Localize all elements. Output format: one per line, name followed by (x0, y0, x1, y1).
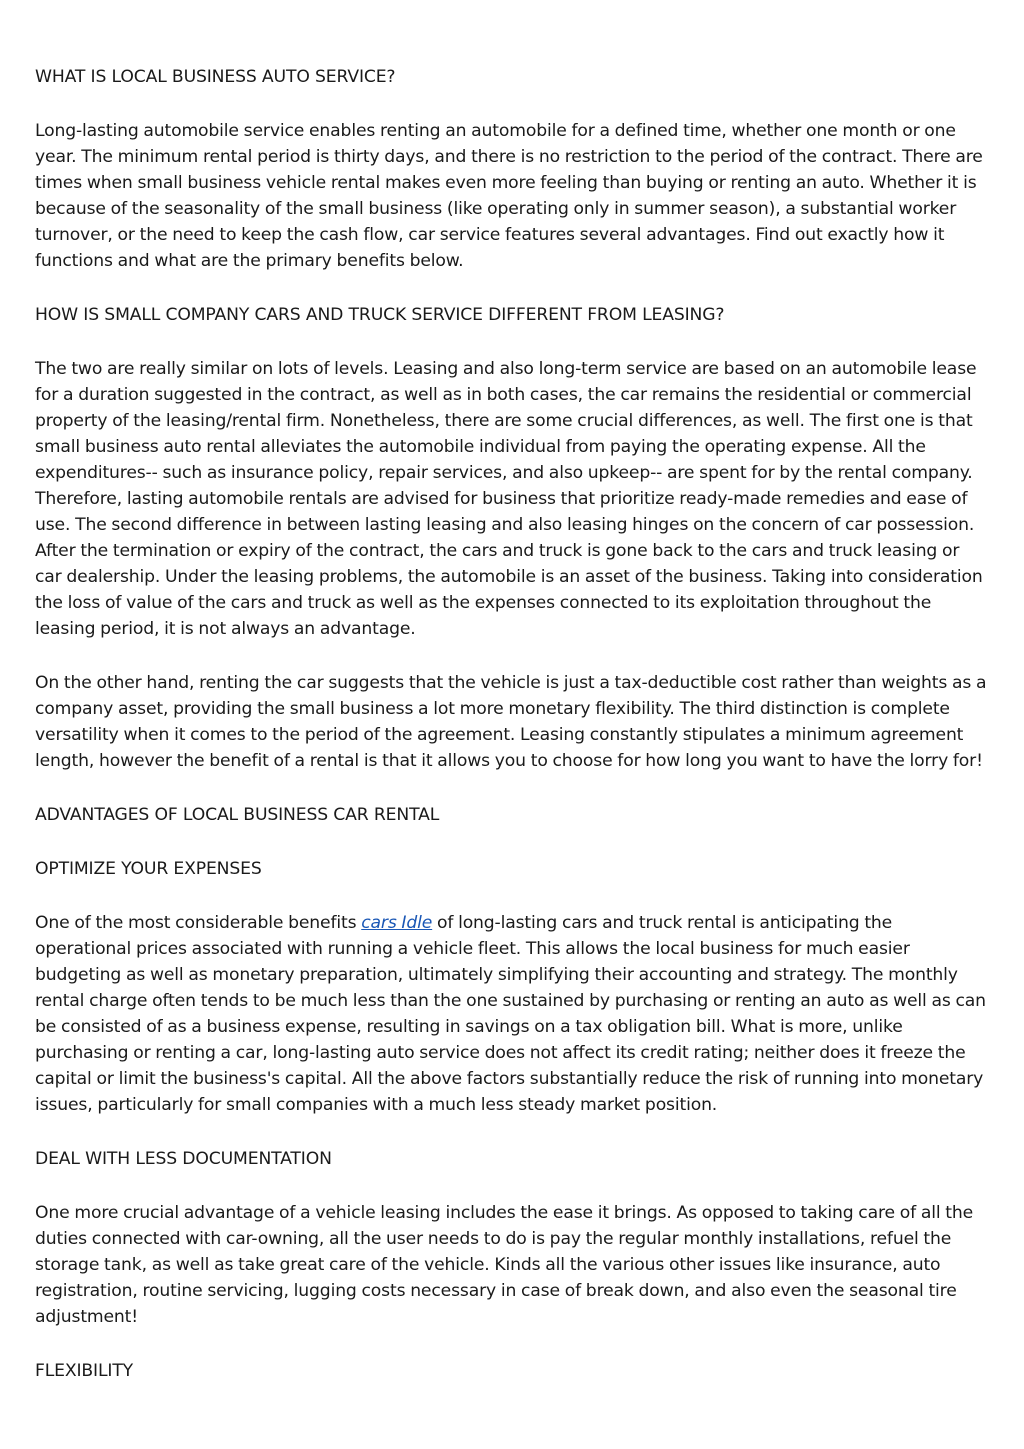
paragraph-expenses-after: of long-lasting cars and truck rental is anticipating the operational prices associated with running a vehicle fleet. This allows the local business for much easier budgeting as well as monetary preparation, ultimately simplifying their accounting and strategy. The monthly rental charge often tends to be much less than the one sustained by purchasing or renting an auto as well as can be consisted of as a business expense, resulting in savings on a tax obligation bill. What is more, unlike purchasing or renting a car, long-lasting auto service does not affect its credit rating; neither does it freeze the capital or limit the business's capital. All the above factors substantially reduce the risk of running into monetary issues, particularly for small companies with a much less steady market position. (35, 913, 986, 1115)
section-heading-optimize-expenses: OPTIMIZE YOUR EXPENSES (35, 859, 262, 879)
paragraph-renting-flexibility: On the other hand, renting the car suggests that the vehicle is just a tax-deductible cost rather than weights as a company asset, providing the small business a lot more monetary flexibility. The third distinction is complete versatility when it comes to the period of the agreement. Leasing constantly stipulates a minimum agreement length, however the benefit of a rental is that it allows you to choose for how long you want to have the lorry for! (35, 673, 987, 771)
paragraph-documentation: One more crucial advantage of a vehicle leasing includes the ease it brings. As opposed to taking care of all the duties connected with car-owning, all the user needs to do is pay the regular monthly installations, refuel the storage tank, as well as take great care of the vehicle. Kinds all the various other issues like insurance, auto registration, routine servicing, lugging costs necessary in case of break down, and also even the seasonal tire adjustment! (35, 1203, 974, 1327)
section-heading-flexibility: FLEXIBILITY (35, 1361, 134, 1381)
cars-idle-link[interactable]: cars Idle (361, 913, 433, 933)
section-heading-advantages: ADVANTAGES OF LOCAL BUSINESS CAR RENTAL (35, 805, 440, 825)
section-heading-leasing-difference: HOW IS SMALL COMPANY CARS AND TRUCK SERVICE DIFFERENT FROM LEASING? (35, 305, 725, 325)
section-heading-what-is: WHAT IS LOCAL BUSINESS AUTO SERVICE? (35, 67, 396, 87)
paragraph-intro: Long-lasting automobile service enables renting an automobile for a defined time, whether one month or one year. The minimum rental period is thirty days, and there is no restriction to the period of the contract. There are times when small business vehicle rental makes even more feeling than buying or renting an auto. Whether it is because of the seasonality of the small business (like operating only in summer season), a substantial worker turnover, or the need to keep the cash flow, car service features several advantages. Find out exactly how it functions and what are the primary benefits below. (35, 121, 983, 271)
paragraph-leasing-comparison: The two are really similar on lots of levels. Leasing and also long-term service are based on an automobile lease for a duration suggested in the contract, as well as in both cases, the car remains the residential or commercial property of the leasing/rental firm. Nonetheless, there are some crucial differences, as well. The first one is that small business auto rental alleviates the automobile individual from paying the operating expense. All the expenditures-- such as insurance policy, repair services, and also upkeep-- are spent for by the rental company. Therefore, lasting automobile rentals are advised for business that prioritize ready-made remedies and ease of use. The second difference in between lasting leasing and also leasing hinges on the concern of car possession. After the termination or expiry of the contract, the cars and truck is gone back to the cars and truck leasing or car dealership. Under the leasing problems, the automobile is an asset of the business. Taking into consideration the loss of value of the cars and truck as well as the expenses connected to its exploitation throughout the leasing period, it is not always an advantage. (35, 359, 983, 639)
paragraph-expenses-before: One of the most considerable benefits (35, 913, 362, 933)
section-heading-documentation: DEAL WITH LESS DOCUMENTATION (35, 1149, 332, 1169)
paragraph-expenses (35, 910, 989, 1118)
